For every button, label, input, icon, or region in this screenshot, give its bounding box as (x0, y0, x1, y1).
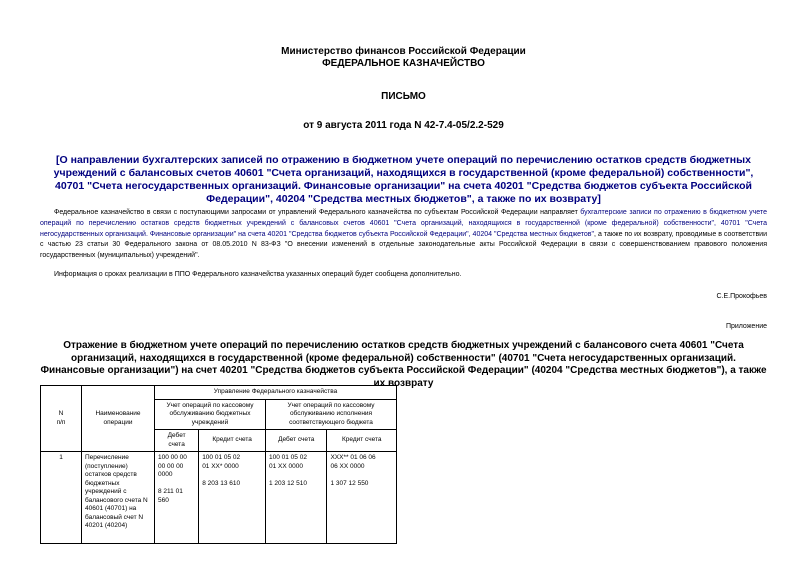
row-credit-2: XXX** 01 06 06 06 XX 0000 1 307 12 550 (327, 452, 397, 544)
header-credit-1: Кредит счета (199, 430, 266, 452)
paragraph-1-link[interactable]: бухгалтерские записи по отражению в бюджетном учете операций по перечислению остатков средств бюджетных учреждений с балансовых счетов 40601 "Счета организаций, находящихся в государственной (кроме федеральной) собственности", 40701 "Счета негосударственных организаций. Финансовые организации" на счета 40201 "Средства бюджетов субъекта Российской Федерации", 40204 "Средства местных бюджетов" (40, 209, 767, 238)
row-operation-name: Перечисление (поступление) остатков средств бюджетных учреждений с балансового счета N 40601 (40701) на балансовый счет N 40201 (40204) (82, 452, 155, 544)
document-date-number: от 9 августа 2011 года N 42-7.4-05/2.2-529 (303, 120, 504, 131)
row-number: 1 (41, 452, 82, 544)
title-open-bracket: [ (56, 154, 60, 166)
row-debit-1: 100 00 00 00 00 00 0000 8 211 01 560 (155, 452, 199, 544)
document-title (40, 154, 767, 206)
appendix-label: Приложение (725, 323, 767, 330)
ministry-heading: Министерство финансов Российской Федерации (281, 46, 526, 57)
body-paragraph-2: Информация о сроках реализации в ППО Федерального казначейства указанных операций будет сообщена дополнительно. (54, 271, 462, 278)
header-treasury-management: Управление Федерального казначейства (155, 386, 397, 400)
title-plain-text: О направлении (59, 154, 143, 166)
table-row (41, 452, 397, 544)
table-header-row (41, 386, 397, 400)
header-group-institutions: Учет операций по кассовому обслуживанию бюджетных учреждений (155, 399, 266, 430)
entries-table (40, 385, 397, 544)
header-debit-2: Дебет счета (266, 430, 327, 452)
appendix-title: Отражение в бюджетном учете операций по перечислению остатков средств бюджетных учреждений с балансового счета 40601 "Счета организаций, находящихся в государственной (кроме федеральной) собственности" (40701 "Счета негосударственных организаций. Финансовые организации") на счет 40201 "Средства бюджетов субъекта Российской Федерации" (40204 "Средства местных бюджетов"), а также их возврату (40, 340, 767, 389)
paragraph-1-text-b: , а также по их возврату, проводимые в соответствии с частью 23 статьи 30 Федерального закона от 08.05.2010 N 83-ФЗ "О внесении изменений в отдельные законодательные акты Российской Федерации в связи с совершенствованием правового положения государственных (муниципальных) учреждений". (40, 230, 767, 260)
title-close-bracket: ] (597, 193, 601, 205)
header-debit-1: Дебет счета (155, 430, 199, 452)
body-paragraph-1 (40, 208, 767, 262)
header-credit-2: Кредит счета (327, 430, 397, 452)
header-number: N п/п (41, 386, 82, 452)
signature: С.Е.Прокофьев (716, 293, 767, 300)
paragraph-1-text-a: Федеральное казначейство в связи с поступающими запросами от управлений Федерального казначейства по субъектам Российской Федерации направляет (54, 209, 581, 216)
treasury-heading: ФЕДЕРАЛЬНОЕ КАЗНАЧЕЙСТВО (322, 58, 485, 69)
row-credit-1: 100 01 05 02 01 XX* 0000 8 203 13 610 (199, 452, 266, 544)
title-link[interactable]: бухгалтерских записей по отражению в бюджетном учете операций по перечислению остатков средств бюджетных учреждений с балансовых счетов 40601 "Счета организаций, находящихся в государственной (кроме федеральной) собственности", 40701 "Счета негосударственных организаций. Финансовые организации" на счета 40201 "Средства бюджетов субъекта Российской Федерации", 40204 "Средства местных бюджетов", а также по их возврату (53, 154, 754, 205)
row-debit-2: 100 01 05 02 01 XX 0000 1 203 12 510 (266, 452, 327, 544)
header-group-budget: Учет операций по кассовому обслуживанию исполнения соответствующего бюджета (266, 399, 397, 430)
header-operation-name: Наименование операции (82, 386, 155, 452)
document-type: ПИСЬМО (381, 91, 426, 102)
